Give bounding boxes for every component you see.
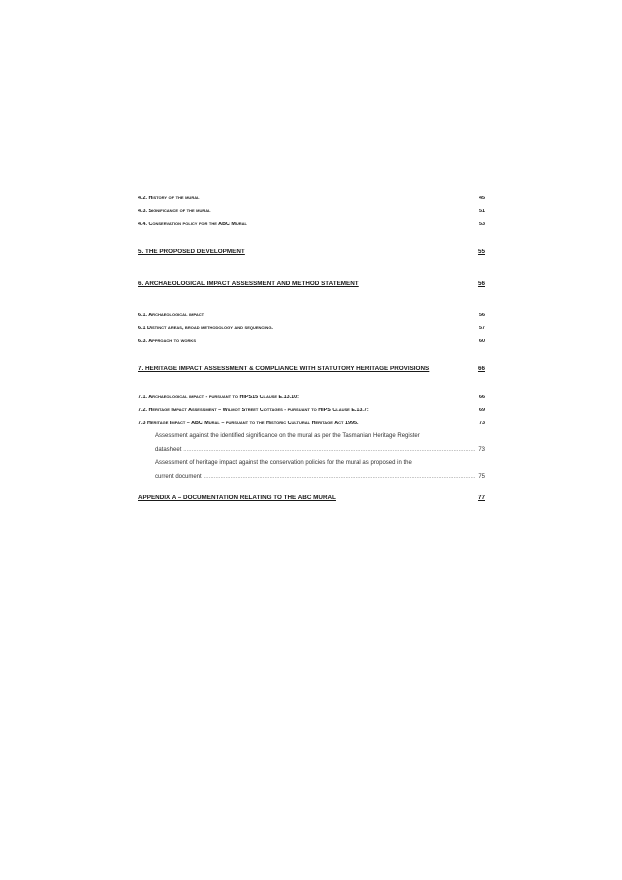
dot-leader — [338, 499, 476, 503]
dot-leader — [360, 424, 477, 428]
dot-leader — [183, 450, 476, 454]
toc-entry-label: 7.1. Archaeological impact - pursuant to HIPS15 Clause E.13.10: — [138, 395, 299, 400]
dot-leader — [431, 370, 476, 374]
toc-page-number: 53 — [479, 222, 485, 227]
toc-entry-4-3[interactable] — [138, 209, 485, 217]
dot-leader — [301, 398, 477, 402]
toc-entry-4-4[interactable] — [138, 222, 485, 230]
toc-heading-5[interactable] — [138, 249, 485, 258]
toc-page-number: 73 — [478, 446, 485, 453]
toc-subentry-text: current document — [155, 473, 202, 480]
dot-leader — [206, 316, 477, 320]
toc-heading-label: 7. HERITAGE IMPACT ASSESSMENT & COMPLIANCE WITH STATUTORY HERITAGE PROVISIONS — [138, 366, 430, 372]
toc-entry-label: 4.4. Conservation policy for the ABC Mural — [138, 222, 247, 227]
toc-page-number: 56 — [477, 281, 485, 287]
toc-entry-label: 4.2. History of the mural — [138, 196, 200, 201]
dot-leader — [361, 285, 476, 289]
toc-page-number: 66 — [477, 366, 485, 372]
toc-page-number: 57 — [479, 326, 485, 331]
toc-subentry-lastline — [155, 471, 485, 485]
toc-heading-label: APPENDIX A – DOCUMENTATION RELATING TO THE ABC MURAL — [138, 495, 336, 501]
toc-page-number: 66 — [479, 395, 485, 400]
toc-entry-6-1b[interactable] — [138, 326, 485, 334]
toc-entry-label: 7.3 Heritage Impact – ABC Mural – pursuant to the Historic Cultural Heritage Act 1995. — [138, 421, 359, 426]
dot-leader — [247, 253, 476, 257]
dot-leader — [275, 329, 477, 333]
toc-page-number: 69 — [479, 408, 485, 413]
toc-page-number: 55 — [477, 249, 485, 255]
toc-entry-label: 4.3. Significance of the mural — [138, 209, 211, 214]
toc-page-number: 77 — [477, 495, 485, 501]
toc-subentry-text: datasheet — [155, 446, 182, 453]
table-of-contents — [138, 196, 485, 504]
toc-entry-label: 6.1. Archaeological impact — [138, 313, 205, 318]
toc-heading-appendix-a[interactable] — [138, 495, 485, 504]
toc-entry-label: 6.3. Approach to works — [138, 339, 196, 344]
toc-entry-7-1[interactable] — [138, 395, 485, 403]
toc-heading-7[interactable] — [138, 366, 485, 375]
toc-subentry-text: Assessment of heritage impact against the conservation policies for the mural as proposed in the — [155, 460, 412, 466]
toc-entry-6-1[interactable] — [138, 313, 485, 321]
dot-leader — [204, 477, 477, 481]
toc-entry-label: 6.1 Distinct areas, broad methodology and sequencing. — [138, 326, 273, 331]
toc-entry-label: 7.2. Heritage Impact Assessment – Wilmot Street Cottages - pursuant to HIPS Clause E.13.7: — [138, 408, 369, 413]
toc-page-number: 45 — [479, 196, 485, 201]
toc-subentry-text: Assessment against the identified significance on the mural as per the Tasmanian Heritage Register — [155, 433, 420, 439]
toc-heading-6[interactable] — [138, 281, 485, 290]
dot-leader — [249, 225, 477, 229]
toc-subentry-conservation[interactable] — [155, 457, 485, 484]
toc-page-number: 60 — [479, 339, 485, 344]
toc-entry-7-3[interactable] — [138, 421, 485, 429]
toc-entry-6-3[interactable] — [138, 339, 485, 347]
toc-subentry-lastline — [155, 444, 485, 458]
dot-leader — [371, 411, 477, 415]
toc-subentry-significance[interactable] — [155, 430, 485, 457]
toc-heading-label: 5. THE PROPOSED DEVELOPMENT — [138, 249, 245, 255]
toc-page-number: 56 — [479, 313, 485, 318]
toc-entry-4-2[interactable] — [138, 196, 485, 204]
toc-page-number: 51 — [479, 209, 485, 214]
toc-page-number: 75 — [478, 473, 485, 480]
dot-leader — [213, 212, 477, 216]
dot-leader — [198, 342, 477, 346]
toc-heading-label: 6. ARCHAEOLOGICAL IMPACT ASSESSMENT AND METHOD STATEMENT — [138, 281, 359, 287]
dot-leader — [202, 199, 477, 203]
toc-entry-7-2[interactable] — [138, 408, 485, 416]
toc-page-number: 73 — [479, 421, 485, 426]
